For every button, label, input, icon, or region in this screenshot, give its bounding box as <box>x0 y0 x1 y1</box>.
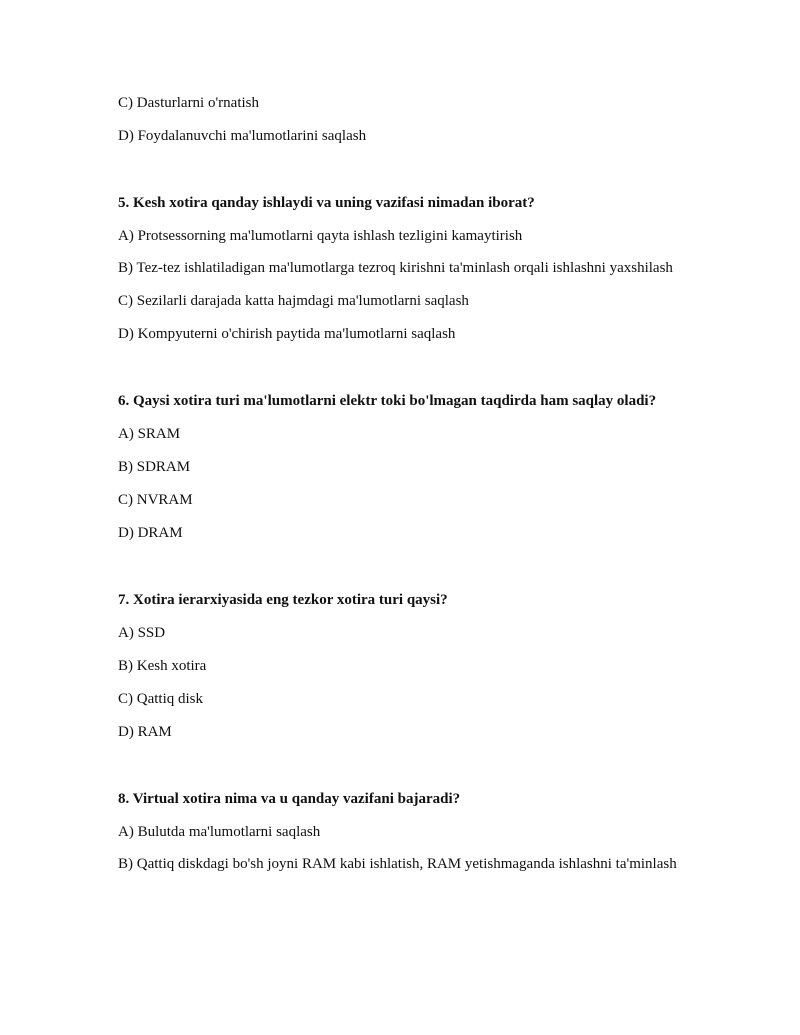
question-7-option-a: A) SSD <box>118 625 166 641</box>
question-8-option-b: B) Qattiq diskdagi bo'sh joyni RAM kabi ishlatish, RAM yetishmaganda ishlashni ta'minlash <box>118 856 677 872</box>
question-6-option-c: C) NVRAM <box>118 492 193 508</box>
question-7-option-b: B) Kesh xotira <box>118 658 207 674</box>
question-7-option-c: C) Qattiq disk <box>118 691 203 707</box>
question-6-option-d: D) DRAM <box>118 525 183 541</box>
spacer <box>118 356 698 390</box>
question-5-option-a: A) Protsessorning ma'lumotlarni qayta ishlash tezligini kamaytirish <box>118 228 523 244</box>
question-8-title: 8. Virtual xotira nima va u qanday vazifani bajaradi? <box>118 791 461 807</box>
document-page <box>118 92 698 886</box>
question-5-option-b: B) Tez-tez ishlatiladigan ma'lumotlarga tezroq kirishni ta'minlash orqali ishlashni yaxshilash <box>118 260 673 276</box>
question-6-title: 6. Qaysi xotira turi ma'lumotlarni elektr toki bo'lmagan taqdirda ham saqlay oladi? <box>118 393 657 409</box>
question-7-title: 7. Xotira ierarxiyasida eng tezkor xotira turi qaysi? <box>118 592 448 608</box>
question-6-option-b: B) SDRAM <box>118 459 191 475</box>
option-d-intro: D) Foydalanuvchi ma'lumotlarini saqlash <box>118 128 367 144</box>
question-7-option-d: D) RAM <box>118 724 172 740</box>
spacer <box>118 555 698 589</box>
question-5-option-c: C) Sezilarli darajada katta hajmdagi ma'lumotlarni saqlash <box>118 293 469 309</box>
question-5-title: 5. Kesh xotira qanday ishlaydi va uning vazifasi nimadan iborat? <box>118 195 535 211</box>
option-c-intro: C) Dasturlarni o'rnatish <box>118 95 260 111</box>
spacer <box>118 754 698 788</box>
spacer <box>118 158 698 192</box>
question-6-option-a: A) SRAM <box>118 426 181 442</box>
question-5-option-d: D) Kompyuterni o'chirish paytida ma'lumotlarni saqlash <box>118 326 456 342</box>
question-8-option-a: A) Bulutda ma'lumotlarni saqlash <box>118 824 321 840</box>
